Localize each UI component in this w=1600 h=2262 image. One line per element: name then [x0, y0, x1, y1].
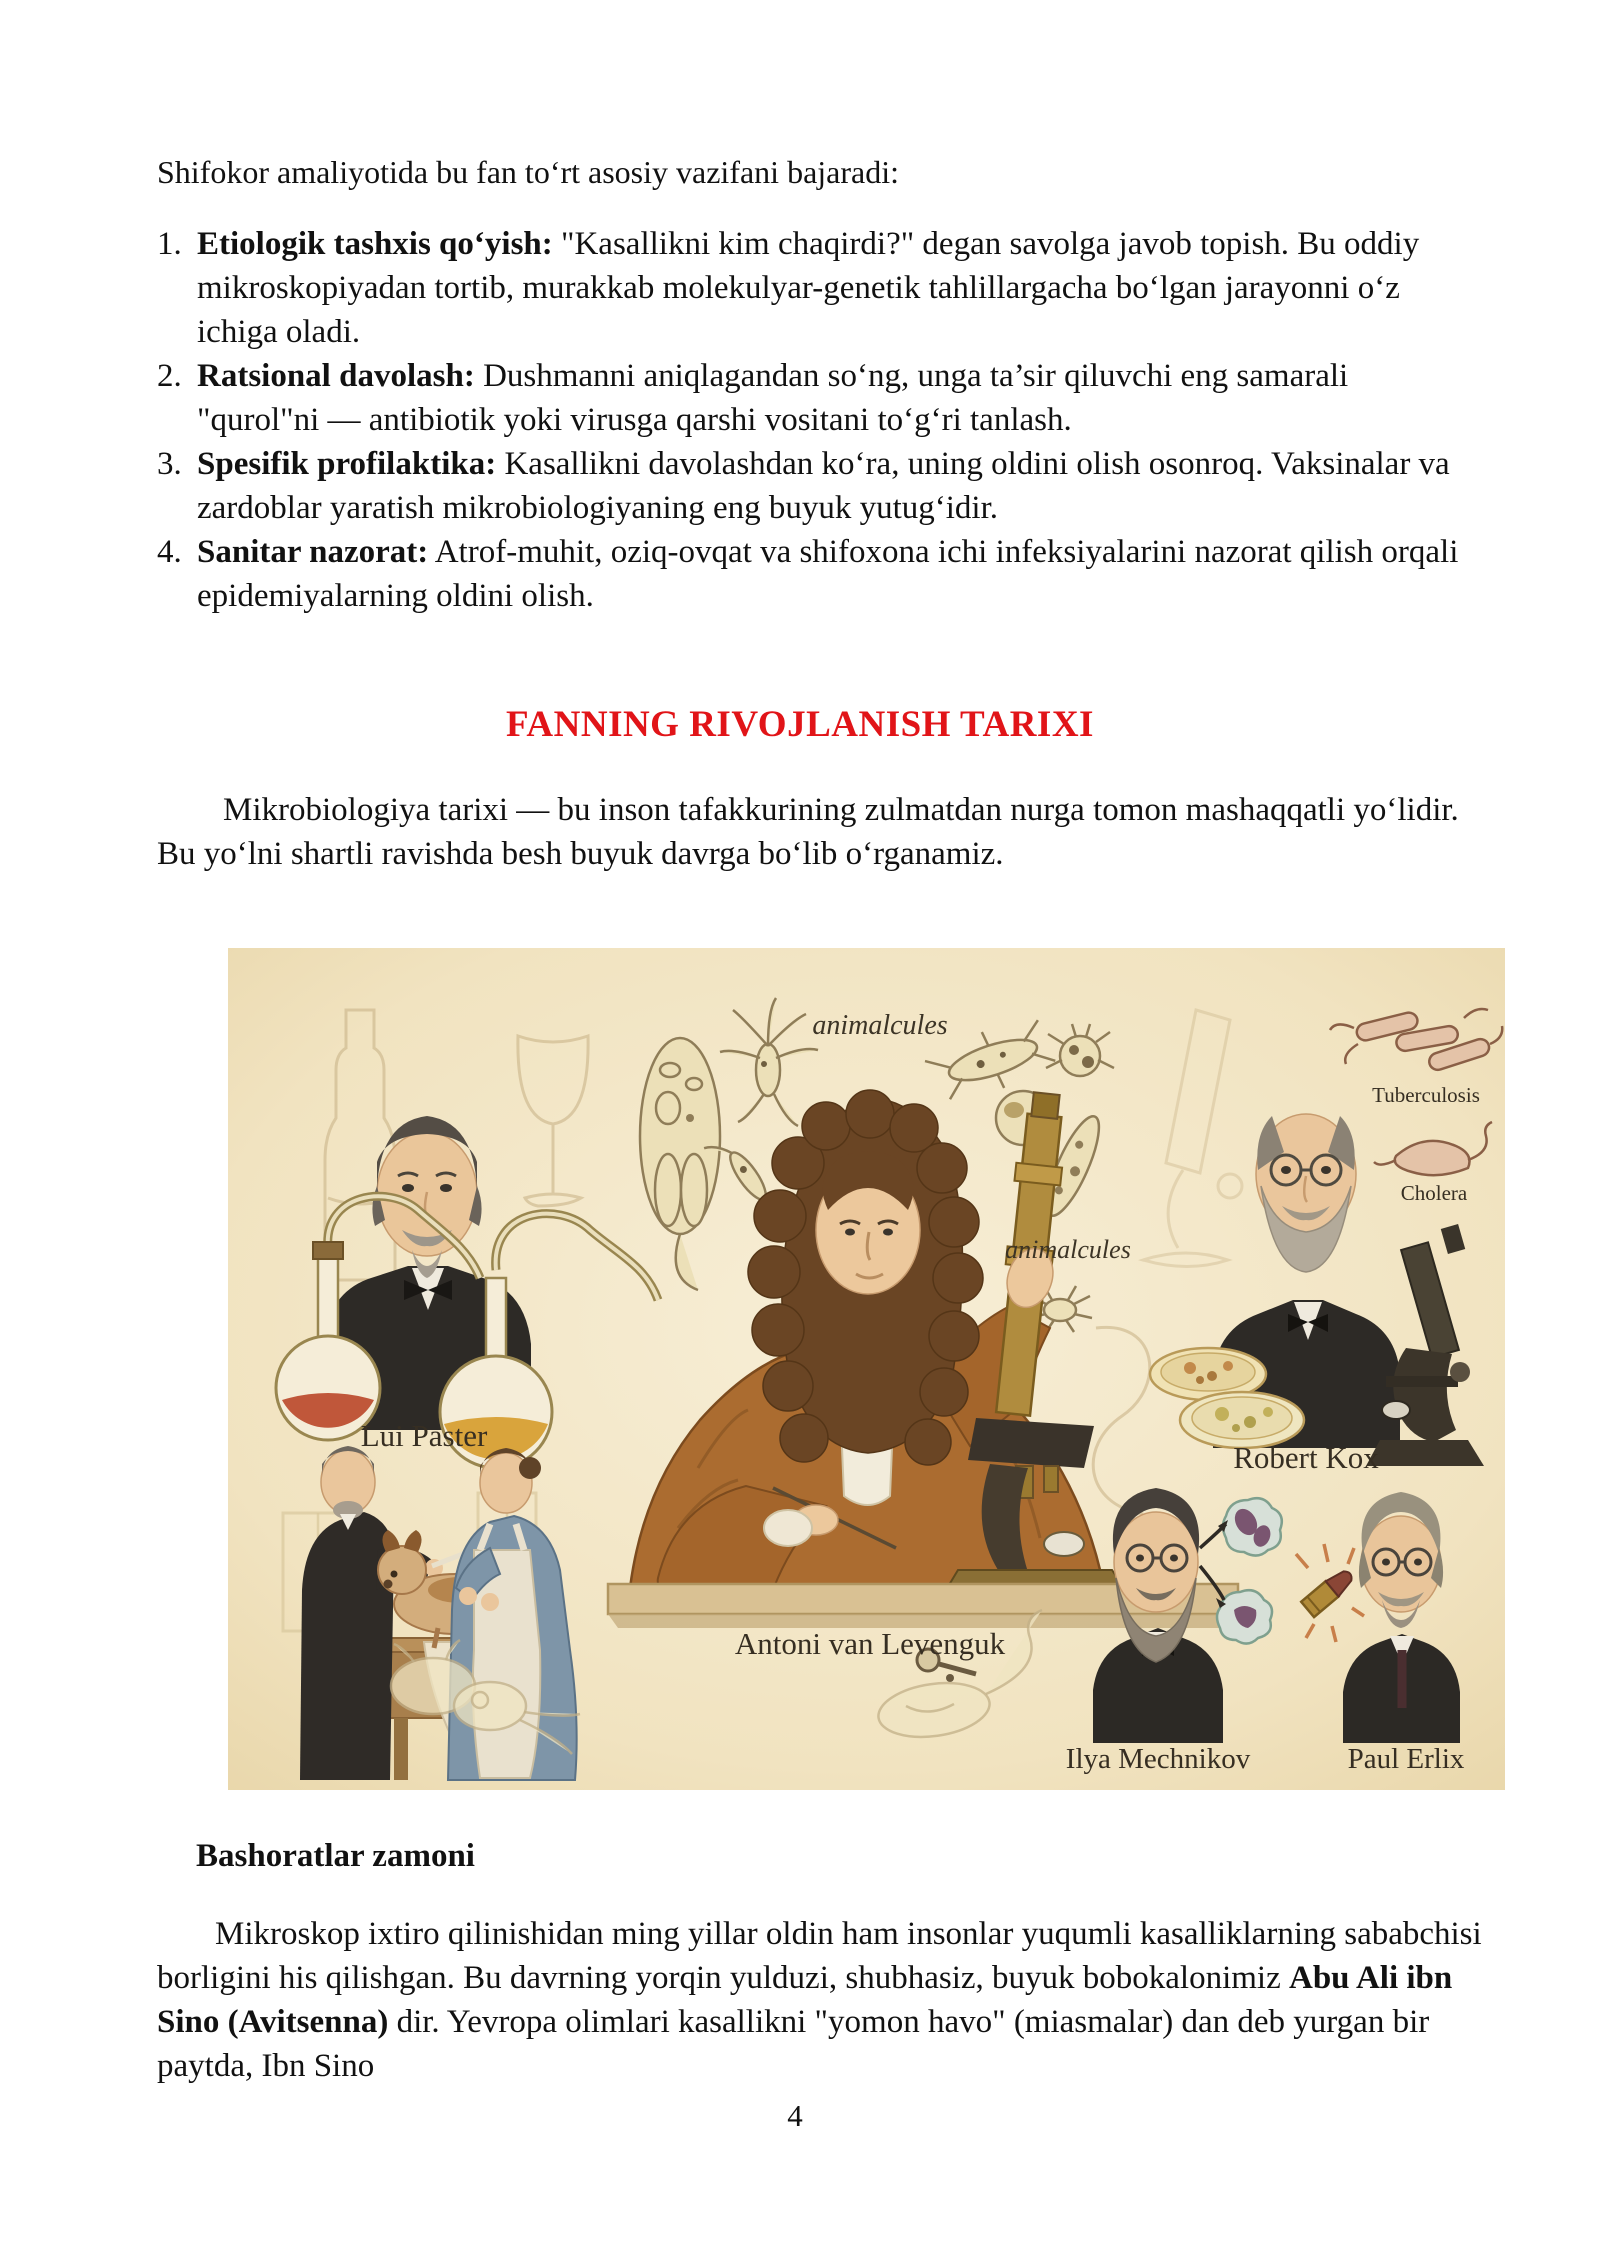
list-item-number: 2.: [157, 358, 182, 394]
list-item-lead: Ratsional davolash:: [197, 358, 475, 394]
list-item-number: 4.: [157, 534, 182, 570]
list-item-body: "Kasallikni kim chaqirdi?" degan savolga javob topish. Bu oddiy mikroskopiyadan tortib, murakkab molekulyar-genetik tahlillargacha bo‘lgan jarayonni o‘z ichiga oladi.: [197, 226, 1420, 350]
list-item: [157, 222, 1472, 354]
ehrlich-label: Paul Erlix: [1347, 1743, 1465, 1775]
list-item-text: [197, 222, 1467, 354]
list-item-body: Dushmanni aniqlagandan so‘ng, unga ta’sir qiluvchi eng samarali "qurol"ni — antibiotik yoki virusga qarshi vositani to‘g‘ri tanlash.: [197, 358, 1349, 438]
flask-cork: [313, 1242, 343, 1259]
list-item-body: Atrof-muhit, oziq-ovqat va shifoxona ichi infeksiyalarini nazorat qilish orqali epidemiyalarning oldini olish.: [197, 534, 1459, 614]
koch-label: Robert Kox: [1233, 1440, 1379, 1475]
paragraph-text-continued: dir. Yevropa olimlari kasallikni "yomon havo" (miasmalar) dan deb yurgan bir paytda, Ibn Sino: [157, 2004, 1430, 2084]
eyepiece: [1031, 1092, 1059, 1119]
list-item: [157, 442, 1472, 530]
list-item-text: [197, 530, 1467, 618]
list-item-text: [197, 354, 1467, 442]
intro-line: Shifokor amaliyotida bu fan to‘rt asosiy vazifani bajaradi:: [157, 154, 899, 190]
list-item-lead: Etiologik tashxis qo‘yish:: [197, 226, 553, 262]
page-number: 4: [787, 2098, 803, 2133]
microscope-mirror: [1044, 1532, 1084, 1556]
animalcules-label-1: animalcules: [812, 1010, 948, 1041]
list-item: [157, 354, 1472, 442]
focus-knob: [1450, 1362, 1470, 1382]
koch-microscope-mirror: [1382, 1401, 1410, 1419]
list-item-lead: Spesifik profilaktika:: [197, 446, 497, 482]
history-intro-paragraph: Mikrobiologiya tarixi — bu inson tafakkurining zulmatdan nurga tomon mashaqqatli yo‘lidir. Bu yo‘lni shartli ravishda besh buyuk davrga bo‘lib o‘rganamiz.: [157, 792, 1459, 872]
mechnikov-label: Ilya Mechnikov: [1065, 1743, 1251, 1775]
list-item-number: 1.: [157, 226, 182, 262]
koch-microscope-base: [1366, 1440, 1484, 1466]
subsection-heading: Bashoratlar zamoni: [196, 1838, 475, 1874]
list-item-body: Kasallikni davolashdan ko‘ra, uning oldini olish osonroq. Vaksinalar va zardoblar yaratish mikrobiologiyaning eng buyuk yutug‘idir.: [197, 446, 1450, 526]
section-heading: FANNING RIVOJLANISH TARIXI: [506, 704, 1094, 745]
avicenna-name-bold: Abu Ali ibn Sino (Avitsenna): [157, 1960, 1453, 2040]
microscope-stage: [968, 1418, 1094, 1468]
list-item-text: [197, 442, 1467, 530]
leeuwenhoek-label: Antoni van Levenguk: [734, 1626, 1006, 1661]
white-cuff: [764, 1510, 812, 1546]
list-item-lead: Sanitar nazorat:: [197, 534, 429, 570]
animalcules-label-2: animalcules: [1005, 1235, 1131, 1264]
paragraph-text: Mikroskop ixtiro qilinishidan ming yillar oldin ham insonlar yuqumli kasalliklarning sababchisi borligini his qilishgan. Bu davrning yorqin yulduzi, shubhasiz, buyuk bobokalonimiz: [157, 1916, 1482, 1996]
list-item-number: 3.: [157, 446, 182, 482]
illustration-canvas: [228, 948, 1505, 1790]
tuberculosis-label: Tuberculosis: [1372, 1083, 1480, 1107]
avicenna-paragraph: [157, 1912, 1507, 2088]
pasteur-label: Lui Paster: [360, 1418, 488, 1453]
list-item: [157, 530, 1472, 618]
numbered-list: [157, 222, 1472, 618]
microbiology-history-illustration: [228, 948, 1505, 1790]
cholera-label: Cholera: [1400, 1181, 1468, 1205]
